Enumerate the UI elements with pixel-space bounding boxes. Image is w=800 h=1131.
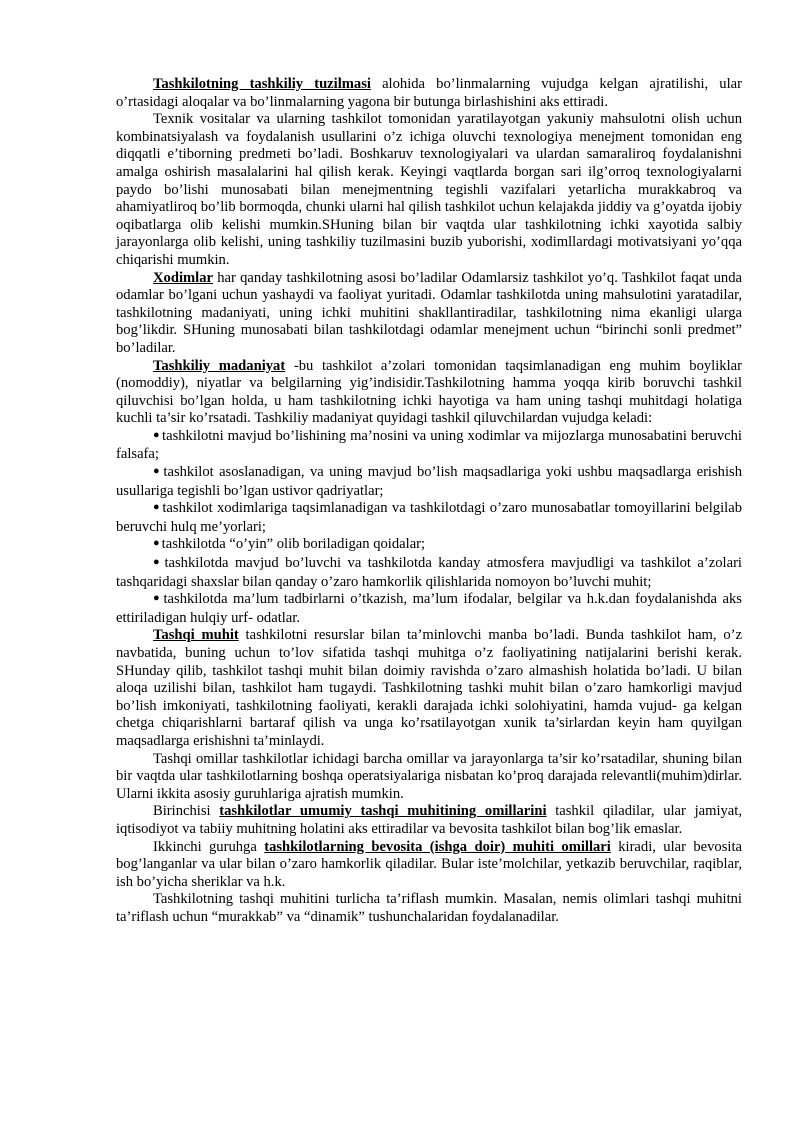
document-page: [116, 76, 742, 927]
paragraph-ikkinchi: [116, 839, 742, 892]
paragraph-tashkiliy-tuzilma: [116, 76, 742, 111]
bullet-text: tashkilotni mavjud bo’lishining ma’nosini va uning xodimlar va mijozlarga munosabatini beruvchi falsafa;: [116, 427, 742, 463]
paragraph-text: Tashqi omillar tashkilotlar ichidagi barcha omillar va jarayonlarga ta’sir ko’rsatadilar, shuning bilan bir vaqtda ular tashkilotlarning boshqa operatsiyalariga nisbatan ko’proq darajada relevantli(muhim)dirlar. Ularni ikkita asosiy guruhlariga ajratish mumkin.: [116, 750, 742, 802]
paragraph-texnik-vositalar: [116, 111, 742, 269]
term-tashkiliy-madaniyat: Tashkiliy madaniyat: [153, 357, 286, 374]
paragraph-tashkiliy-madaniyat: [116, 358, 742, 428]
bullet-text: tashkilot xodimlariga taqsimlanadigan va tashkilotdagi o’zaro munosabatlar tomoyillarini belgilab beruvchi hulq me’yorlari;: [116, 500, 742, 535]
term-bevosita-muhit: tashkilotlarning bevosita (ishga doir) muhiti omillari: [264, 838, 611, 855]
bullet-icon: ●: [153, 501, 161, 514]
bullet-text: tashkilotda “o’yin” olib boriladigan qoidalar;: [161, 536, 426, 553]
bullet-icon: ●: [153, 537, 160, 550]
bullet-item: [116, 500, 742, 536]
bullet-item: [116, 536, 742, 555]
paragraph-text: Texnik vositalar va ularning tashkilot tomonidan yaratilayotgan yakuniy mahsulotni olish uchun kombinatsiyalash va foydalanish usullarini o’z ichiga oluvchi texnologiya menejment tomonidan eng diqqatli e’tiborning predmeti bo’ladi. Boshkaruv texnologiyalari va ulardan samaraliroq foydalanishni amalga oshirish masalalarini hal qilish kerak. Keyingi vaqtlarda borgan sari ilg’orroq texnologiyalarni paydo bo’lishi munosabati bilan menejmentning tegishli vazifalari yetarlicha murakkabroq va ahamiyatliroq bo’lib bormoqda, chunki ularni hal qilish tashkilot uchun kelajakda jiddiy va g’oyatda ijobiy oqibatlarga olib kelishi mumkin.SHuning bilan bir vaqtda ular tashkilotning ichki xayotida salbiy jarayonlarga olib kelishi, uning tashkiliy tuzilmasini buzib yuborishi, xodimllardagi motivatsiyani yo’qqa chiqarishi mumkin.: [116, 111, 742, 268]
paragraph-text: alohida bo’linmalarning vujudga kelgan ajratilishi, ular o’rtasidagi aloqalar va bo’linmalarning yagona bir butunga birlashishini aks ettiradi.: [116, 76, 743, 110]
paragraph-text: kiradi, ular bevosita bog’langanlar va ular bilan o’zaro hamkorlik qiladilar. Bular iste’molchilar, yetkazib beruvchilar, raqiblar, ish bo’yicha sheriklar va h.k.: [116, 838, 742, 890]
paragraph-birinchisi: [116, 803, 742, 838]
paragraph-tashqi-muhit: [116, 627, 742, 750]
paragraph-xodimlar: [116, 270, 742, 358]
paragraph-lead: Ikkinchi guruhga: [153, 838, 265, 855]
bullet-text: tashkilot asoslanadigan, va uning mavjud bo’lish maqsadlariga yoki ushbu maqsadlarga erishish usullariga tegishli bo’lgan ustivor qadriyatlar;: [116, 464, 742, 499]
bullet-item: [116, 555, 742, 591]
bullet-text: tashkilotda mavjud bo’luvchi va tashkilotda kanday atmosfera mavjudligi va tashkilot a’zolari tashqaridagi shaxslar bilan qanday o’zaro hamkorlik qilishlarida nomoyon bo’luvchi muhit;: [116, 555, 742, 590]
paragraph-tashqi-omillar: [116, 751, 742, 804]
term-tashkiliy-tuzilmasi: Tashkilotning tashkiliy tuzilmasi: [153, 76, 371, 92]
term-umumiy-tashqi-muhit: tashkilotlar umumiy tashqi muhitining omillarini: [219, 803, 547, 820]
paragraph-text: -bu tashkilot a’zolari tomonidan taqsimlanadigan eng muhim boyliklar (nomoddiy), niyatlar va belgilarning yig’indisidir.Tashkilotning hamma yoqqa kirib boruvchi tashkil qiluvchisi bo’lgan holda, u ham tashkilotning ichki hayotiga va ham uning tashqi muhitdagi holatiga kuchli ta’sir ko’rsatadi. Tashkiliy madaniyat quyidagi tashkil qiluvchilardan vujudga keladi:: [116, 357, 742, 427]
paragraph-tashqi-muhit-tarif: [116, 891, 742, 926]
bullet-icon: ●: [153, 465, 162, 478]
paragraph-text: Tashkilotning tashqi muhitini turlicha ta’riflash mumkin. Masalan, nemis olimlari tashqi muhitni ta’riflash uchun “murakkab” va “dinamik” tushunchalaridan foydalanadilar.: [116, 891, 742, 925]
bullet-icon: ●: [153, 592, 162, 605]
paragraph-text: tashkil qiladilar, ular jamiyat, iqtisodiyot va tabiiy muhitning holatini aks ettiradilar va bevosita tashkilot bilan bog’lik emaslar.: [116, 803, 742, 837]
bullet-icon: ●: [153, 556, 163, 569]
term-tashqi-muhit: Tashqi muhit: [153, 627, 239, 644]
bullet-item: [116, 591, 742, 627]
term-xodimlar: Xodimlar: [153, 269, 213, 286]
bullet-item: [116, 464, 742, 500]
paragraph-text: har qanday tashkilotning asosi bo’ladilar Odamlarsiz tashkilot yo’q. Tashkilot faqat unda odamlar bo’lgani uchun yashaydi va faoliyat yuritadi. Odamlar tashkilotda uning mahsulotini yaratadilar, tashkilotning madaniyati, uning ichki muhitini shakllantiradilar, tashkilotning nima ekanligi ularga bog’likdir. SHuning munosabati bilan tashkilotdagi odamlar menejment uchun “birinchi sonli predmet” bo’ladilar.: [116, 269, 742, 356]
paragraph-text: tashkilotni resurslar bilan ta’minlovchi manba bo’ladi. Bunda tashkilot ham, o’z navbatida, buning uchun to’lov sifatida tashqi muhitga o’z faoliyatining natijalarini berishi kerak. SHunday qilib, tashkilot tashqi muhit bilan doimiy ravishda o’zaro almashish holatida bo’ladi. U bilan aloqa uzilishi bilan, tashkilot ham tugaydi. Tashkilotning tashki muhit bilan o’zaro hamkorligi mavjud bo’lish imkoniyati, tashkilotning faoliyati, kerakli darajada ichki solohiyatini, hamda vujud- ga kelgan chetga chiqarishlarni bartaraf qilish va unga ko’rsatilayotgan xunik ta’sirlardan keyin ham quyilgan maqsadlarga erishishni ta’minlaydi.: [116, 627, 742, 749]
paragraph-lead: Birinchisi: [153, 803, 220, 820]
bullet-item: [116, 428, 742, 464]
bullet-icon: ●: [153, 428, 161, 441]
bullet-text: tashkilotda ma’lum tadbirlarni o’tkazish, ma’lum ifodalar, belgilar va h.k.dan foydalanishda aks ettiriladigan hulqiy urf- odatlar.: [116, 591, 742, 626]
